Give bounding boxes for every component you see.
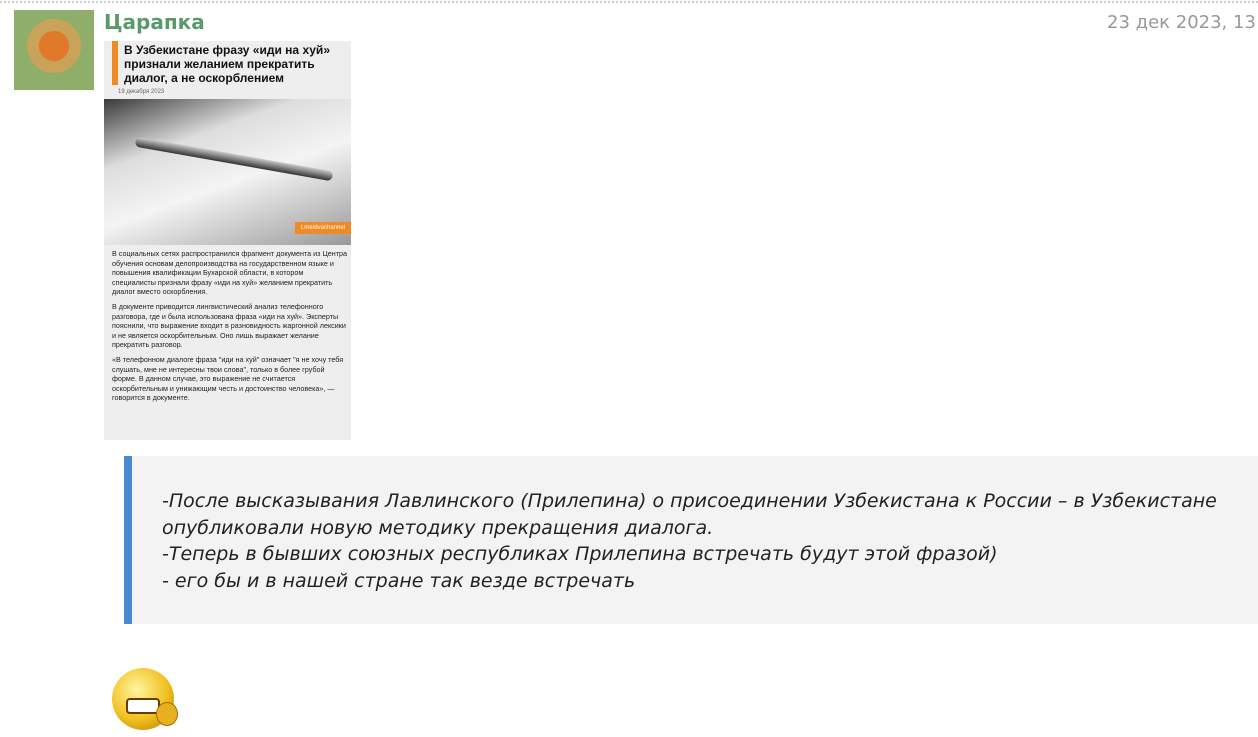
quote-block	[124, 456, 1258, 624]
image-paragraph: «В телефонном диалоге фраза "иди на хуй" означает "я не хочу тебя слушать, мне не интересны твои слова", только в более грубой форме. В данном случае, это выражение не считается оскорбительным и унижающим честь и достоинство человека», — говорится в документе.	[112, 354, 344, 403]
image-watermark: t.me/dvachannel	[295, 222, 351, 234]
username-link[interactable]: Царапка	[104, 10, 205, 34]
image-photo	[104, 99, 351, 245]
image-body	[104, 245, 351, 412]
image-headline: В Узбекистане фразу «иди на хуй» признали желанием прекратить диалог, а не оскорблением	[124, 43, 330, 85]
quote-line: опубликовали новую методику прекращения диалога.	[162, 516, 714, 539]
quote-line: -Теперь в бывших союзных республиках Прилепина встречать будут этой фразой)	[162, 543, 998, 566]
attached-image[interactable]	[104, 41, 351, 440]
quote-line: - его бы и в нашей стране так везде встречать	[162, 570, 636, 593]
post-date[interactable]: 23 дек 2023, 13	[1107, 12, 1256, 33]
image-paragraph: В социальных сетях распространился фрагмент документа из Центра обучения основам делопроизводства на государственном языке и повышения квалификации Бухарской области, в котором специалисты признали фразу «иди на хуй» желанием прекратить диалог вместо оскорбления.	[112, 249, 348, 297]
avatar[interactable]	[14, 10, 94, 90]
pen-graphic	[135, 137, 334, 182]
image-header	[112, 41, 351, 85]
image-paragraph: В документе приводится лингвистический анализ телефонного разговора, где и была использована фраза «иди на хуй». Эксперты пояснили, что выражение входит в разновидность жаргонной лексики и не является оскорбительным. Оно лишь выражает желание прекратить разговор.	[112, 301, 346, 350]
post-separator	[0, 1, 1258, 3]
image-date: 19 декабря 2023	[118, 89, 165, 95]
quote-line: -После высказывания Лавлинского (Прилепина) о присоединении Узбекистана к России – в Узбекистане	[162, 490, 1217, 512]
laughing-smiley-icon	[112, 668, 174, 730]
